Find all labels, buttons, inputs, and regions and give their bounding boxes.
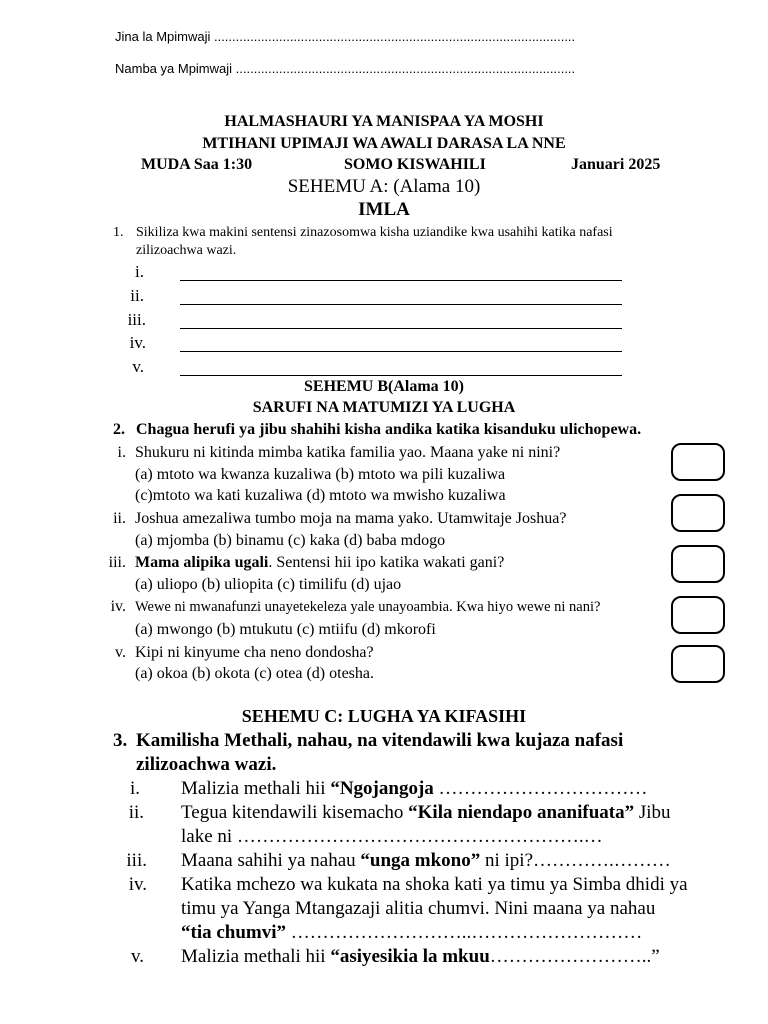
- section-b-subtitle: SARUFI NA MATUMIZI YA LUGHA: [252, 399, 516, 416]
- riddle-item: Tegua kitendawili kisemacho “Kila niendapo ananifuata” Jibu: [181, 802, 671, 823]
- item-number: ii.: [128, 802, 144, 823]
- item-options: (c)mtoto wa kati kuzaliwa (d) mtoto wa mwisho kuzaliwa: [135, 487, 506, 504]
- answer-line[interactable]: [180, 328, 622, 329]
- question-instruction: zilizoachwa wazi.: [136, 754, 277, 775]
- section-b-title: SEHEMU B(Alama 10): [304, 378, 464, 395]
- idiom-item: Katika mchezo wa kukata na shoka kati ya timu ya Simba dhidi ya: [181, 874, 688, 895]
- item-text: [135, 553, 504, 572]
- exam-date: Januari 2025: [571, 156, 661, 173]
- answer-box[interactable]: [671, 645, 725, 683]
- answer-box[interactable]: [671, 494, 725, 532]
- answer-line[interactable]: [180, 351, 622, 352]
- item-options: (a) mwongo (b) mtukutu (c) mtiifu (d) mkorofi: [135, 621, 436, 638]
- item-number: v.: [115, 644, 126, 661]
- council-title: HALMASHAURI YA MANISPAA YA MOSHI: [224, 113, 544, 130]
- question-instruction: Chagua herufi ya jibu shahihi kisha andika katika kisanduku ulichopewa.: [136, 421, 642, 438]
- question-number: 3.: [113, 730, 128, 751]
- item-number: i.: [117, 444, 126, 461]
- item-options: (a) mtoto wa kwanza kuzaliwa (b) mtoto wa pili kuzaliwa: [135, 466, 506, 483]
- question-number: 2.: [113, 421, 125, 438]
- item-text: Kipi ni kinyume cha neno dondosha?: [135, 644, 374, 661]
- student-name-field[interactable]: Jina la Mpimwaji ....................................................................................................: [115, 29, 576, 44]
- section-c-title: SEHEMU C: LUGHA YA KIFASIHI: [241, 706, 527, 726]
- student-number-field[interactable]: Namba ya Mpimwaji ..............................................................................................: [115, 61, 576, 76]
- item-options: (a) uliopo (b) uliopita (c) timilifu (d) ujao: [135, 576, 402, 593]
- riddle-answer-line[interactable]: lake ni ……………………………………………….…: [181, 826, 603, 847]
- answer-line[interactable]: [180, 304, 622, 305]
- item-options: (a) mjomba (b) binamu (c) kaka (d) baba mdogo: [135, 532, 446, 549]
- question-number: 1.: [113, 225, 124, 240]
- blank-number: iv.: [129, 333, 146, 352]
- exam-subject: SOMO KISWAHILI: [344, 156, 486, 173]
- blank-number: v.: [132, 357, 144, 376]
- proverb-item: Malizia methali hii “Ngojangoja ……………………………: [181, 778, 648, 799]
- item-number: iii.: [126, 850, 147, 871]
- item-text-rest: . Sentensi hii ipo katika wakati gani?: [268, 554, 505, 571]
- blank-number: i.: [135, 262, 144, 281]
- idiom-item: Maana sahihi ya nahau “unga mkono” ni ipi?………….………: [181, 850, 671, 871]
- item-text: Shukuru ni kitinda mimba katika familia yao. Maana yake ni nini?: [135, 444, 561, 461]
- question-instruction: zilizoachwa wazi.: [136, 243, 237, 258]
- blank-number: ii.: [130, 286, 144, 305]
- item-text-bold: Mama alipika ugali: [135, 554, 269, 571]
- item-text: Wewe ni mwanafunzi unayetekeleza yale unayoambia. Kwa hiyo wewe ni nani?: [135, 599, 601, 615]
- exam-title: MTIHANI UPIMAJI WA AWALI DARASA LA NNE: [202, 135, 566, 152]
- item-number: ii.: [113, 510, 126, 527]
- item-number: v.: [130, 946, 144, 967]
- item-options: (a) okoa (b) okota (c) otea (d) otesha.: [135, 665, 374, 682]
- section-a-title: SEHEMU A: (Alama 10): [287, 176, 481, 197]
- item-number: iv.: [110, 598, 126, 615]
- answer-box[interactable]: [671, 545, 725, 583]
- proverb-item: Malizia methali hii “asiyesikia la mkuu……………………..”: [181, 946, 660, 967]
- answer-box[interactable]: [671, 443, 725, 481]
- section-a-subtitle: IMLA: [358, 199, 410, 220]
- idiom-item: timu ya Yanga Mtangazaji alitia chumvi. Nini maana ya nahau: [181, 898, 656, 919]
- item-number: iii.: [108, 554, 126, 571]
- answer-line[interactable]: [180, 280, 622, 281]
- blank-number: iii.: [127, 310, 146, 329]
- question-instruction: Sikiliza kwa makini sentensi zinazosomwa kisha uziandike kwa usahihi katika nafasi: [136, 225, 613, 240]
- idiom-item: “tia chumvi” ………………………..………………………: [181, 922, 643, 943]
- answer-line[interactable]: [180, 375, 622, 376]
- question-instruction: Kamilisha Methali, nahau, na vitendawili kwa kujaza nafasi: [136, 730, 624, 751]
- item-number: i.: [129, 778, 140, 799]
- answer-box[interactable]: [671, 596, 725, 634]
- exam-duration: MUDA Saa 1:30: [141, 156, 253, 173]
- item-text: Joshua amezaliwa tumbo moja na mama yako. Utamwitaje Joshua?: [135, 510, 567, 527]
- item-number: iv.: [128, 874, 147, 895]
